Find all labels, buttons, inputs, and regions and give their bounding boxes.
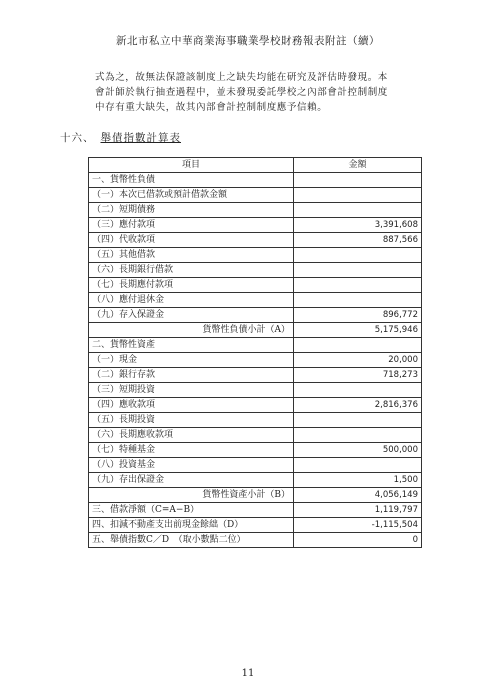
row-label: （一）現金 (89, 353, 294, 368)
row-amount: 2,816,376 (294, 398, 422, 413)
table-row (89, 443, 422, 458)
table-row (89, 338, 422, 353)
table-row (89, 278, 422, 293)
row-amount: 1,500 (294, 473, 422, 488)
row-label: （五）長期投資 (89, 413, 294, 428)
row-label: 二、貨幣性資產 (89, 338, 294, 353)
row-label: （二）短期債務 (89, 203, 294, 218)
table-row (89, 248, 422, 263)
row-label: （九）存入保證金 (89, 308, 294, 323)
section-title: 舉債指數計算表 (100, 132, 181, 144)
row-amount: 887,566 (294, 233, 422, 248)
table-row (89, 533, 422, 548)
paragraph-line-3: 中存有重大缺失，故其內部會計控制制度應予信賴。 (95, 102, 328, 113)
table-row (89, 518, 422, 533)
table-row (89, 353, 422, 368)
row-amount (294, 173, 422, 188)
row-amount: 500,000 (294, 443, 422, 458)
table-row (89, 458, 422, 473)
row-amount (294, 248, 422, 263)
page-number: 11 (241, 668, 255, 679)
row-amount (294, 383, 422, 398)
paragraph-line-2: 會計師於執行抽查過程中，並未發現委託學校之內部會計控制制度 (95, 87, 388, 98)
row-label: （八）投資基金 (89, 458, 294, 473)
row-label: （四）應收款項 (89, 398, 294, 413)
row-label: 貨幣性負債小計（A） (89, 323, 294, 338)
row-amount: 4,056,149 (294, 488, 422, 503)
table-row (89, 203, 422, 218)
row-amount (294, 263, 422, 278)
row-label: （三）短期投資 (89, 383, 294, 398)
row-amount (294, 413, 422, 428)
row-label: （五）其他借款 (89, 248, 294, 263)
row-amount: 5,175,946 (294, 323, 422, 338)
row-label: （六）長期銀行借款 (89, 263, 294, 278)
column-header-amount: 金額 (294, 158, 422, 173)
table-row (89, 473, 422, 488)
row-label: （三）應付款項 (89, 218, 294, 233)
row-amount (294, 428, 422, 443)
section-number: 十六、 (60, 132, 95, 144)
table-row (89, 368, 422, 383)
row-amount: 718,273 (294, 368, 422, 383)
row-label: （四）代收款項 (89, 233, 294, 248)
table-row (89, 263, 422, 278)
row-amount: 3,391,608 (294, 218, 422, 233)
row-amount (294, 188, 422, 203)
table-row (89, 188, 422, 203)
row-amount (294, 338, 422, 353)
row-amount (294, 458, 422, 473)
row-amount: -1,115,504 (294, 518, 422, 533)
row-amount: 0 (294, 533, 422, 548)
row-amount (294, 203, 422, 218)
debt-index-table (88, 157, 422, 548)
row-label: （六）長期應收款項 (89, 428, 294, 443)
row-amount: 20,000 (294, 353, 422, 368)
row-amount (294, 278, 422, 293)
table-row (89, 293, 422, 308)
row-label: （一）本次已借款或預計借款金額 (89, 188, 294, 203)
table-row (89, 173, 422, 188)
column-header-item: 項目 (89, 158, 294, 173)
row-label: （九）存出保證金 (89, 473, 294, 488)
row-label: 一、貨幣性負債 (89, 173, 294, 188)
page-header: 新北市私立中華商業海事職業學校財務報表附註（續） (116, 35, 380, 47)
section-heading (60, 130, 181, 145)
table-header-row (89, 158, 422, 173)
row-label: 五、舉債指數C／D （取小數點二位） (89, 533, 294, 548)
row-label: 貨幣性資產小計（B） (89, 488, 294, 503)
row-amount: 896,772 (294, 308, 422, 323)
table-row (89, 218, 422, 233)
table-row (89, 428, 422, 443)
row-label: （七）特種基金 (89, 443, 294, 458)
row-label: 三、借款淨額（C=A−B） (89, 503, 294, 518)
table-row (89, 488, 422, 503)
table-row (89, 503, 422, 518)
row-label: 四、扣減不動產支出前現金餘絀（D） (89, 518, 294, 533)
row-label: （七）長期應付款項 (89, 278, 294, 293)
row-amount (294, 293, 422, 308)
table-row (89, 383, 422, 398)
table-row (89, 398, 422, 413)
row-label: （八）應付退休金 (89, 293, 294, 308)
row-label: （二）銀行存款 (89, 368, 294, 383)
table-row (89, 413, 422, 428)
table-row (89, 233, 422, 248)
table-row (89, 308, 422, 323)
paragraph-line-1: 式為之，故無法保證該制度上之缺失均能在研究及評估時發現。本 (95, 72, 388, 83)
table-body (89, 173, 422, 548)
row-amount: 1,119,797 (294, 503, 422, 518)
table-row (89, 323, 422, 338)
